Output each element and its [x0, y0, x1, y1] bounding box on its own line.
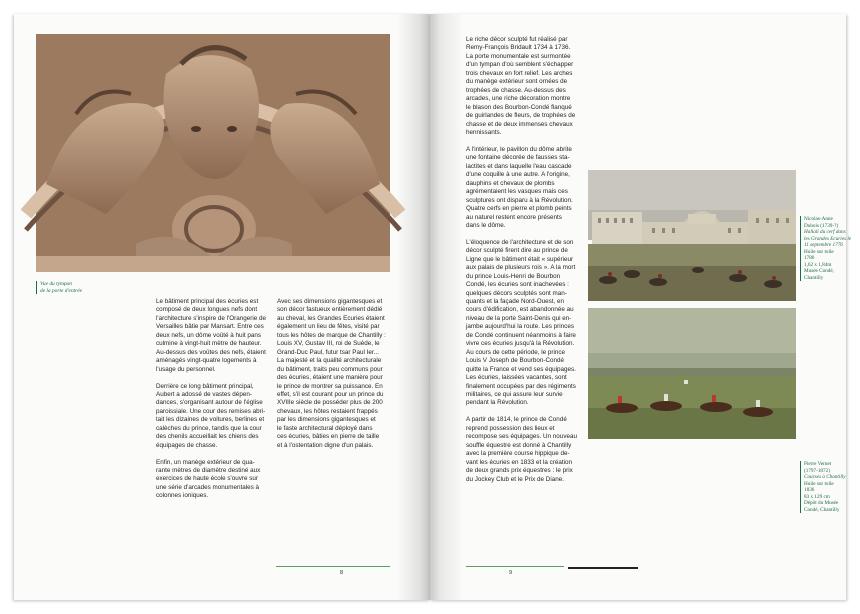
text-line: Avec ses dimensions gigantesques et [277, 298, 383, 305]
text-line: deux nefs, un dôme voûté à huit pans [156, 331, 262, 339]
text-line: le faste architectural déployé dans [277, 424, 373, 432]
black-rule [568, 567, 638, 569]
text-line: militaires, ce qui assure leur survie [466, 391, 563, 398]
caption-line: Hallali du cerf dans [804, 229, 846, 235]
text-line: Louis V Joseph de Bourbon-Condé [466, 357, 565, 365]
text-line: quitte la France et vend ses équipages. [466, 365, 576, 373]
text-line: rante mètres de diamètre destiné aux [156, 467, 261, 475]
text-line: XVIIIe siècle de posséder plus de 200 [277, 399, 383, 407]
caption-line: Pierre Vernet [804, 461, 832, 467]
text-line: A partir de 1814, le prince de Condé [466, 416, 567, 424]
text-line: La porte monumentale est surmontée [466, 52, 571, 60]
text-line: dans le dôme. [466, 221, 506, 229]
text-line: du Jockey Club et le Prix de Diane. [466, 475, 565, 483]
paragraph [156, 298, 268, 374]
text-line: paroissiale. Une cour des remises abri- [156, 407, 266, 415]
text-line: de guirlandes de fleurs, de trophées de [466, 112, 576, 120]
text-line: d'une coquille à une autre. A l'origine, [466, 171, 570, 179]
hallali-painting [588, 170, 796, 301]
text-line: recompose ses équipages. Un nouveau [466, 433, 577, 441]
text-line: également un lieu de fêtes, visité par [277, 323, 380, 331]
text-line: exercices de haute école s'ouvre sur [156, 475, 259, 483]
text-line: jambe aujourd'hui la route. Les princes [466, 323, 574, 331]
text-line: équipages de chasse. [156, 441, 218, 449]
paragraph [156, 459, 268, 501]
text-line: du manège extérieur sont ornées de [466, 78, 568, 86]
text-line: au naturel restent encore présents [466, 213, 562, 221]
text-line: des chenils accueillait les chiens des [156, 433, 259, 441]
caption-line: 1,62 x 1,84m [804, 261, 832, 268]
paragraph [277, 298, 389, 450]
text-line: par les dimensions gigantesques et [277, 416, 376, 424]
text-line: décor sculpté firent dire au prince de [466, 247, 568, 255]
text-line: quelques décors sculptés sont man- [466, 289, 567, 297]
caption-line: Nicolas-Anne [804, 216, 833, 222]
text-line: A l'intérieur, le pavillon du dôme abrite [466, 145, 572, 153]
text-line: quants et la façade Nord-Ouest, en [466, 298, 565, 306]
text-line: ces écuries, bâties en pierre de taille [277, 433, 380, 441]
text-line: arcades, une riche décoration montre [466, 95, 571, 103]
text-line: Les écuries, laissées vacantes, sont [466, 374, 567, 382]
text-line: pendant la Révolution. [466, 399, 529, 407]
text-line: chevaux, les hôtes restaient frappés [277, 407, 378, 415]
caption-line: Musée Condé, [804, 268, 834, 274]
folio-rule-right [466, 566, 564, 576]
text-line: Le bâtiment principal des écuries est [156, 298, 259, 305]
text-line: Grand-Duc Paul, futur tsar Paul Ier... [277, 348, 379, 356]
text-line: Derrière ce long bâtiment principal, [156, 382, 254, 390]
text-line: Versailles bâtie par Mansart. Entre ces [156, 323, 264, 331]
text-line: une série d'arcades monumentales à [156, 483, 260, 491]
text-line: du bâtiment, traits peu communs pour [277, 365, 383, 373]
caption-line: Dépôt du Musée [804, 500, 839, 506]
text-line: le blason des Bourbon-Condé flanqué [466, 103, 572, 111]
caption-line: Condé, Chantilly [804, 506, 840, 513]
text-line: niveau de la porte Saint-Denis qui en- [466, 314, 572, 322]
text-column-2 [277, 298, 389, 450]
paragraph [466, 36, 578, 137]
text-line: et à l'ostentation digne d'un palais. [277, 441, 374, 449]
text-line: aménagés vingt-quatre logements à [156, 357, 257, 365]
text-line: de Condé continuent néanmoins à faire [466, 331, 576, 339]
text-line: composé de deux longues nefs dont [156, 306, 258, 314]
caption-line: Dubois (1739-?) [804, 222, 839, 229]
caption-line: (1797-1872) [804, 467, 830, 474]
paragraph [156, 383, 268, 451]
text-line: La majesté et la qualité architecturale [277, 357, 382, 365]
text-column-1 [156, 298, 268, 501]
caption-line: Courses à Chantilly [804, 474, 846, 480]
paragraph [466, 239, 578, 408]
text-line: une fontaine décorée de fausses sta- [466, 154, 570, 162]
text-line: agrémentaient les vasques mais ces [466, 188, 568, 196]
text-line: d'un tympan d'où semblent s'échapper [466, 61, 574, 69]
text-line: L'éloquence de l'architecture et de son [466, 238, 574, 246]
painting-1-caption [800, 216, 860, 281]
text-line: Ligne que le bâtiment était « supérieur [466, 255, 574, 263]
courses-painting [588, 308, 796, 439]
text-line: Condé, les écuries sont inachevées : [466, 281, 569, 289]
text-line: sculptures ont disparu à la Révolution. [466, 196, 573, 204]
caption-line: Huile sur toile [804, 480, 834, 487]
photo-caption: Vue du tympan de la porte d'entrée [36, 281, 98, 294]
text-line: calèches du prince, tandis que la cour [156, 424, 262, 432]
text-line: Remy-François Bridault 1734 à 1736. [466, 44, 571, 52]
text-line: Aubert a adossé de vastes dépen- [156, 390, 252, 398]
text-line: des écuries, étaient une manière pour [277, 374, 383, 382]
text-line: du prince Louis-Henri de Bourbon [466, 272, 561, 280]
text-line: effet, s'il est courant pour un prince du [277, 390, 384, 398]
right-page [430, 14, 852, 600]
text-line: tous les hôtes de marque de Chantilly : [277, 331, 386, 339]
text-line: l'usage du personnel. [156, 365, 216, 373]
text-line: vivre ces écuries jusqu'à la Révolution. [466, 340, 575, 348]
left-page [14, 14, 430, 600]
text-line: dances, s'organisant autour de l'église [156, 399, 263, 407]
text-line: tait les dizaines de voitures, berlines et [156, 416, 265, 424]
text-line: culmine à vingt-huit mètre de hauteur. [156, 340, 262, 348]
folio-rule-left [276, 566, 390, 576]
text-line: dauphins et chevaux de plombs [466, 179, 555, 187]
text-line: chasse et de deux immenses chevaux [466, 120, 573, 128]
text-line: de deux grands prix équestres : le prix [466, 467, 573, 475]
text-line: Quatre cerfs en pierre et plomb peints [466, 205, 572, 213]
page-number: 8 [340, 570, 344, 576]
text-line: finalement occupées par des régiments [466, 382, 576, 390]
text-line: reprend possession des lieux et [466, 424, 555, 432]
text-line: trois chevaux en fort relief. Les arches [466, 69, 573, 77]
text-line: souffle équestre est donné à Chantilly [466, 441, 572, 449]
text-line: Au cours de cette période, le prince [466, 348, 566, 356]
text-line: vant les écuries en 1833 et la création [466, 458, 573, 466]
text-line: lactites et dans laquelle l'eau cascade [466, 162, 572, 170]
text-column-3 [466, 36, 578, 484]
caption-line: Huile sur toile [804, 248, 834, 255]
caption-line: 1836 [804, 487, 815, 493]
caption-line: 1780 [804, 255, 815, 261]
caption-line: Chantilly [804, 274, 824, 281]
text-line: avec la première course hippique de- [466, 450, 570, 458]
text-line: Enfin, un manège extérieur de qua- [156, 458, 255, 466]
text-line: Louis XV, Gustav III, roi de Suède, le [277, 340, 380, 348]
paragraph [466, 416, 578, 484]
text-line: le prince de montrer sa puissance. En [277, 382, 383, 390]
magazine-spread [14, 14, 852, 600]
page-number: 9 [509, 570, 513, 576]
caption-line: 83 x 129 cm [804, 493, 830, 500]
paragraph [466, 146, 578, 231]
caption-line: les Grandes Ecuries le [804, 235, 852, 242]
sculpted-tympanum-photo [36, 34, 390, 272]
text-line: cours d'édification, est abandonnée au [466, 306, 574, 314]
text-line: hennissants. [466, 128, 502, 136]
text-line: l'architecture s'inspire de l'Orangerie de [156, 314, 267, 322]
caption-line: 11 septembre 1776 [804, 242, 843, 248]
text-line: Le riche décor sculpté fut réalisé par [466, 36, 568, 43]
text-line: trophées de chasse. Au-dessus des [466, 86, 566, 94]
text-line: Au-dessus des voûtes des nefs, étaient [156, 348, 266, 356]
text-line: colonnes ioniques. [156, 492, 209, 500]
text-line: au cheval, les Grandes Ecuries étaient [277, 314, 385, 322]
painting-2-caption [800, 461, 860, 513]
text-line: son décor fastueux entièrement dédié [277, 306, 383, 314]
text-line: aux palais de plusieurs rois ». A la mort [466, 264, 576, 272]
